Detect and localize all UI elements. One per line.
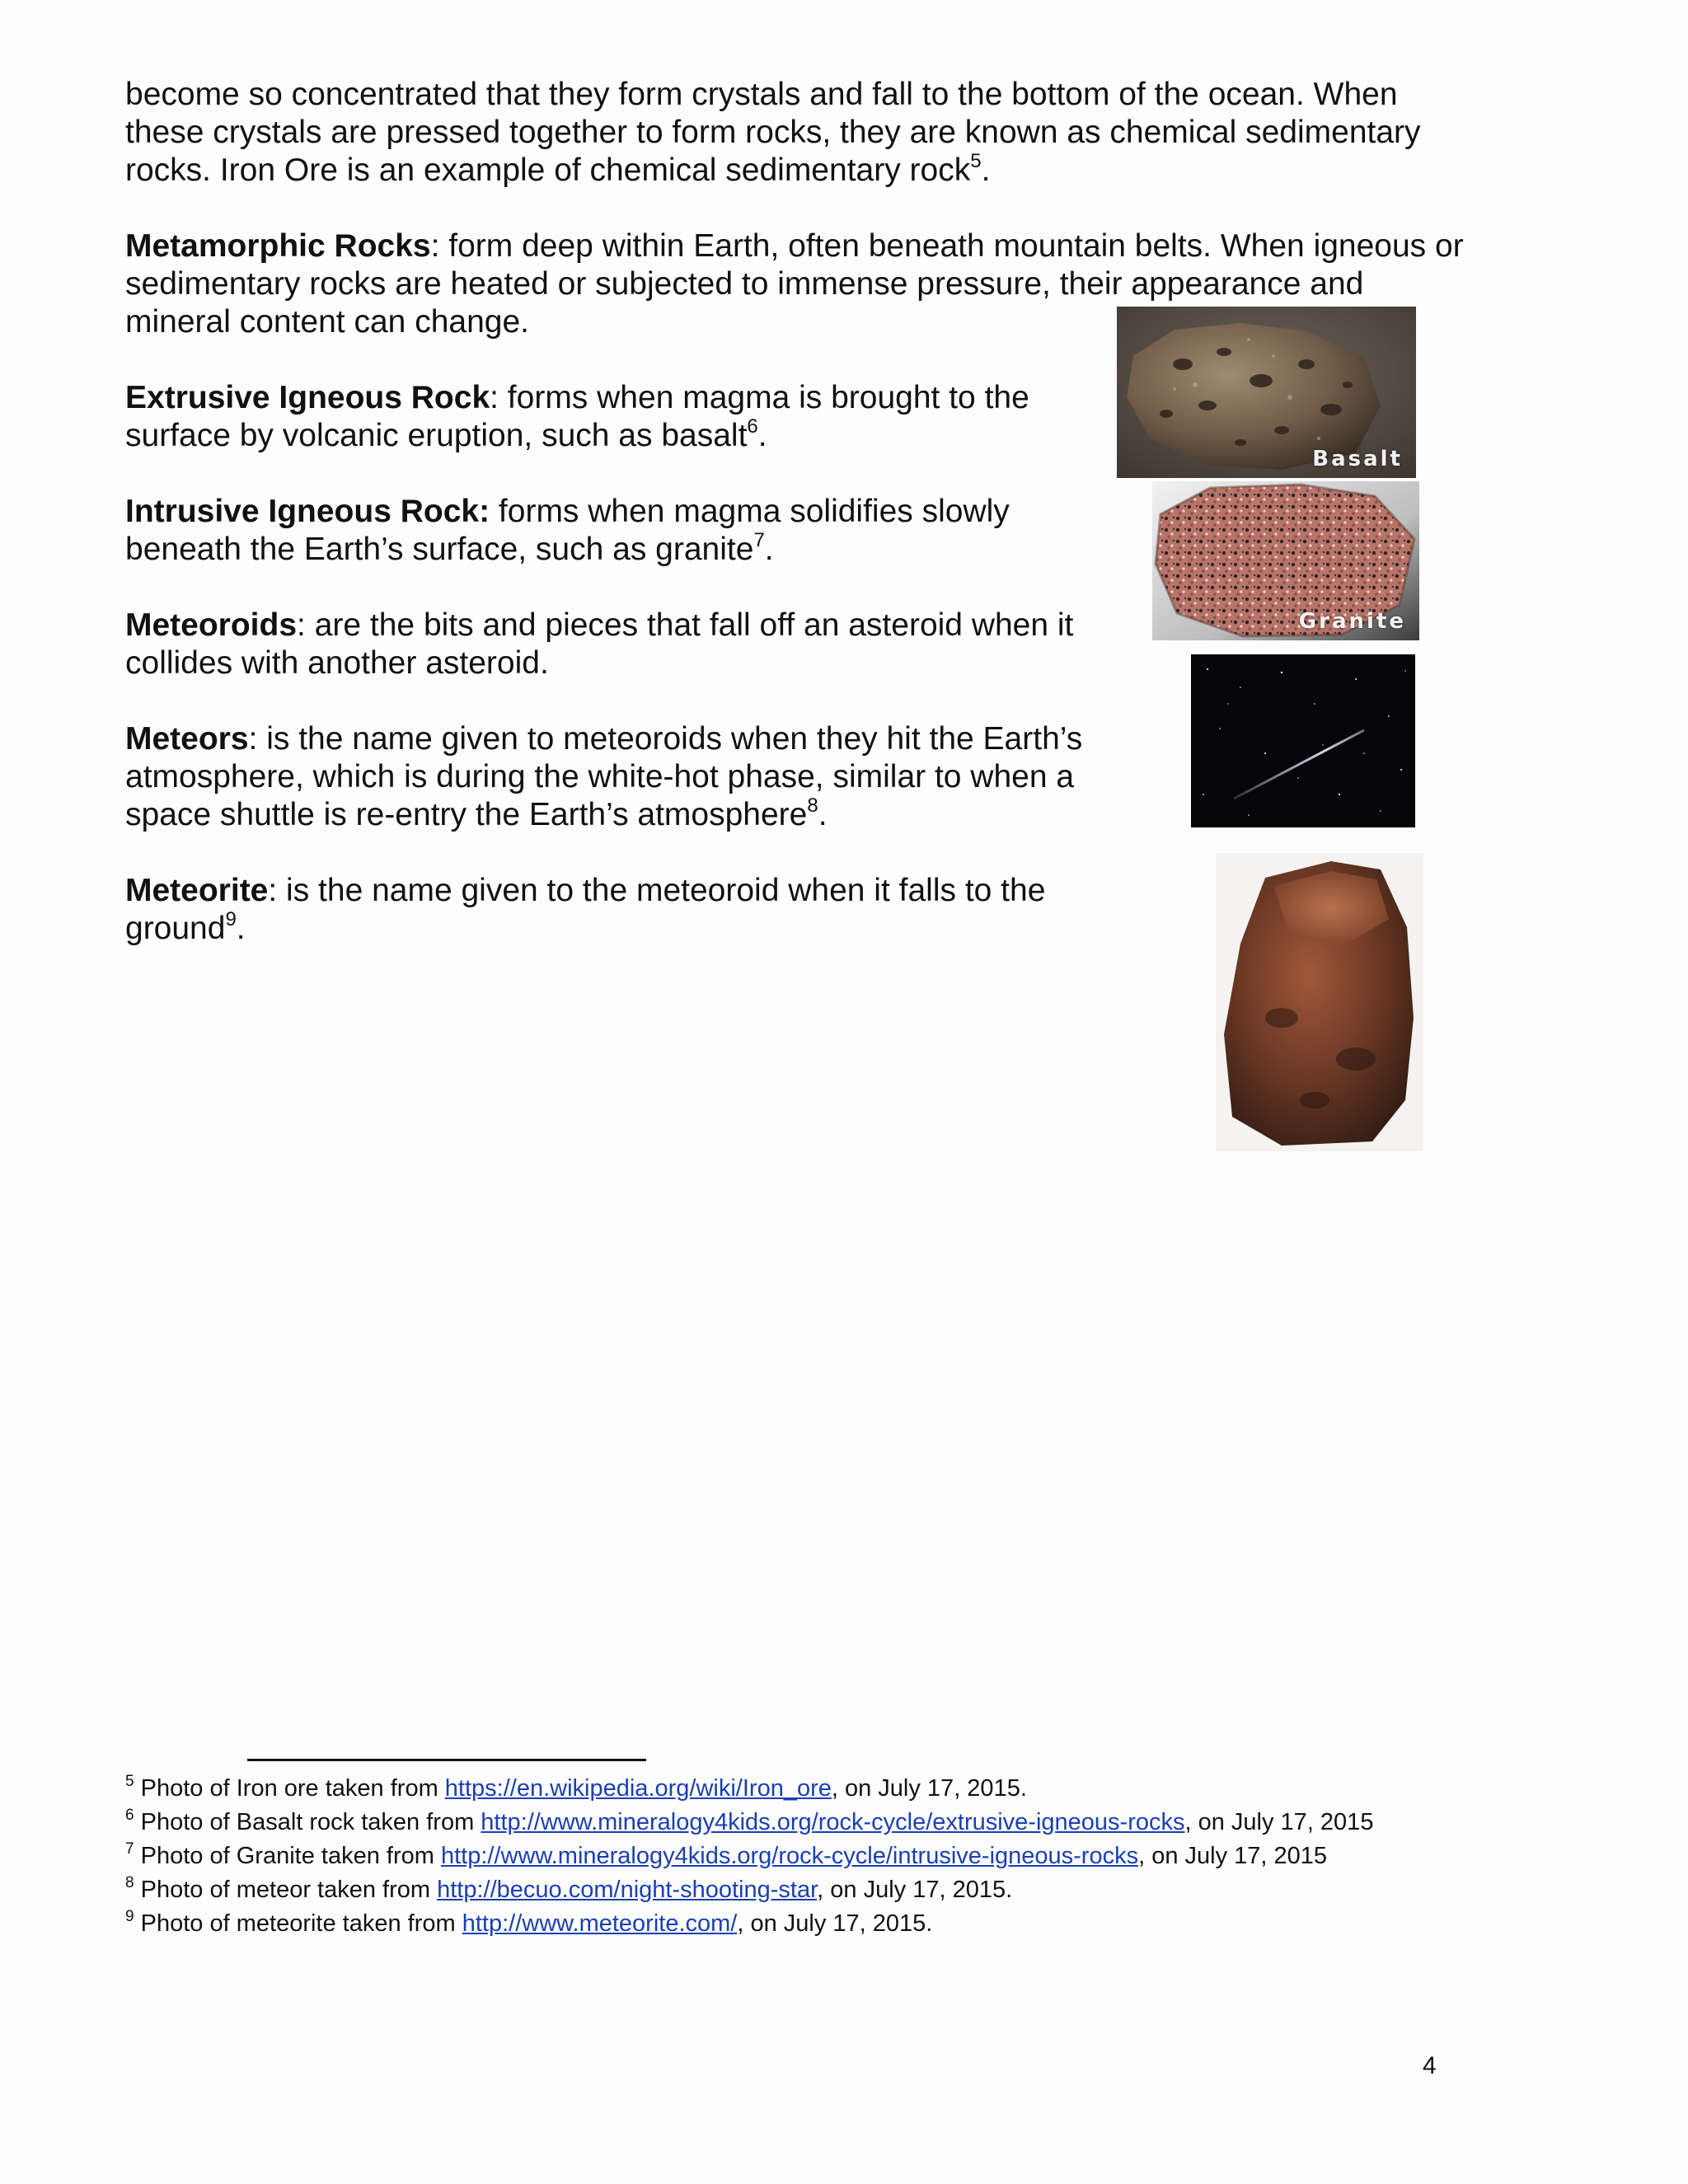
meteor-image bbox=[1191, 654, 1415, 827]
footnote-text: , on July 17, 2015 bbox=[1184, 1809, 1374, 1835]
footnote-ref-5[interactable]: 5 bbox=[970, 150, 982, 172]
paragraph-intrusive bbox=[125, 493, 1098, 569]
basalt-label: Basalt bbox=[1312, 447, 1403, 471]
paragraph-tail: . bbox=[757, 418, 767, 453]
footnote-number: 6 bbox=[125, 1807, 134, 1824]
basalt-photo bbox=[1117, 307, 1416, 478]
paragraph-text: : is the name given to meteoroids when they hit the Earth’s atmosphere, which is during the white-hot phase, similar to when a space shuttle is re-entry the Earth’s atmosphere bbox=[125, 721, 1083, 832]
footnote-separator bbox=[247, 1759, 646, 1761]
footnote-text: Photo of Iron ore taken from bbox=[140, 1775, 445, 1802]
paragraph-text: : are the bits and pieces that fall off an asteroid when it collides with another asteroid. bbox=[125, 607, 1074, 681]
footnote-number: 9 bbox=[125, 1908, 134, 1925]
footnote-number: 8 bbox=[125, 1874, 134, 1891]
paragraph-meteoroids bbox=[125, 607, 1098, 682]
footnote-text: Photo of Basalt rock taken from bbox=[140, 1809, 481, 1835]
paragraph-text: : forms when magma is brought to the surface by volcanic eruption, such as basalt bbox=[125, 380, 1029, 453]
term-meteorite: Meteorite bbox=[125, 873, 269, 908]
paragraph-text: forms when magma solidifies slowly beneath the Earth’s surface, such as granite bbox=[125, 494, 1010, 567]
granite-label: Granite bbox=[1298, 609, 1406, 634]
footnote-ref-7[interactable]: 7 bbox=[753, 529, 765, 551]
footnote-ref-6[interactable]: 6 bbox=[747, 415, 758, 438]
footnote-link[interactable]: https://en.wikipedia.org/wiki/Iron_ore bbox=[444, 1775, 832, 1802]
footnote-ref-9[interactable]: 9 bbox=[225, 908, 237, 930]
paragraph-tail: . bbox=[981, 152, 991, 188]
footnote-7 bbox=[125, 1840, 1428, 1873]
footnote-number: 7 bbox=[125, 1840, 134, 1858]
footnotes bbox=[125, 1772, 1428, 1941]
footnote-text: , on July 17, 2015 bbox=[1138, 1843, 1328, 1869]
meteor-photo bbox=[1191, 654, 1415, 827]
paragraph-meteorite bbox=[125, 872, 1098, 948]
footnote-8 bbox=[125, 1873, 1428, 1907]
paragraph-text: : is the name given to the meteoroid when it falls to the ground bbox=[125, 873, 1046, 946]
paragraph-tail: . bbox=[236, 911, 246, 946]
meteorite-photo bbox=[1216, 853, 1423, 1151]
footnote-link[interactable]: http://www.meteorite.com/ bbox=[462, 1910, 738, 1937]
term-metamorphic-rocks: Metamorphic Rocks bbox=[125, 228, 431, 264]
term-extrusive-igneous-rock: Extrusive Igneous Rock bbox=[125, 380, 490, 415]
footnote-text: , on July 17, 2015. bbox=[831, 1775, 1027, 1802]
paragraph-tail: . bbox=[764, 532, 774, 567]
paragraph-text: become so concentrated that they form crystals and fall to the bottom of the ocean. When these crystals are pressed together to form rocks, they are known as chemical sedimentary rocks. Iron Ore is an example of chemical sedimentary rock bbox=[125, 77, 1421, 188]
paragraph-meteors bbox=[125, 720, 1131, 834]
footnote-number: 5 bbox=[125, 1773, 134, 1790]
page-number: 4 bbox=[1423, 2052, 1437, 2079]
footnote-link[interactable]: http://becuo.com/night-shooting-star bbox=[437, 1877, 818, 1903]
footnote-9 bbox=[125, 1907, 1428, 1941]
footnote-text: Photo of meteorite taken from bbox=[140, 1910, 462, 1937]
meteorite-image bbox=[1216, 853, 1423, 1151]
term-meteors: Meteors bbox=[125, 721, 249, 757]
footnote-text: , on July 17, 2015. bbox=[817, 1877, 1013, 1903]
paragraph-tail: . bbox=[818, 797, 828, 832]
paragraph-chemical-sedimentary bbox=[125, 76, 1477, 190]
footnote-ref-8[interactable]: 8 bbox=[807, 794, 818, 817]
footnote-link[interactable]: http://www.mineralogy4kids.org/rock-cycle/extrusive-igneous-rocks bbox=[481, 1809, 1185, 1835]
paragraph-text: : form deep within Earth, often beneath mountain belts. When igneous or sedimentary rocks are heated or subjected to immense pressure, their appearance and mineral content can change. bbox=[125, 228, 1464, 340]
paragraph-extrusive bbox=[125, 379, 1098, 455]
footnote-5 bbox=[125, 1772, 1428, 1806]
granite-photo bbox=[1152, 481, 1419, 640]
footnote-text: Photo of meteor taken from bbox=[140, 1877, 438, 1903]
term-meteoroids: Meteoroids bbox=[125, 607, 298, 643]
footnote-6 bbox=[125, 1806, 1428, 1840]
footnote-text: Photo of Granite taken from bbox=[140, 1843, 441, 1869]
footnote-text: , on July 17, 2015. bbox=[737, 1910, 933, 1937]
term-intrusive-igneous-rock: Intrusive Igneous Rock: bbox=[125, 494, 490, 529]
footnote-link[interactable]: http://www.mineralogy4kids.org/rock-cycle/intrusive-igneous-rocks bbox=[440, 1843, 1139, 1869]
